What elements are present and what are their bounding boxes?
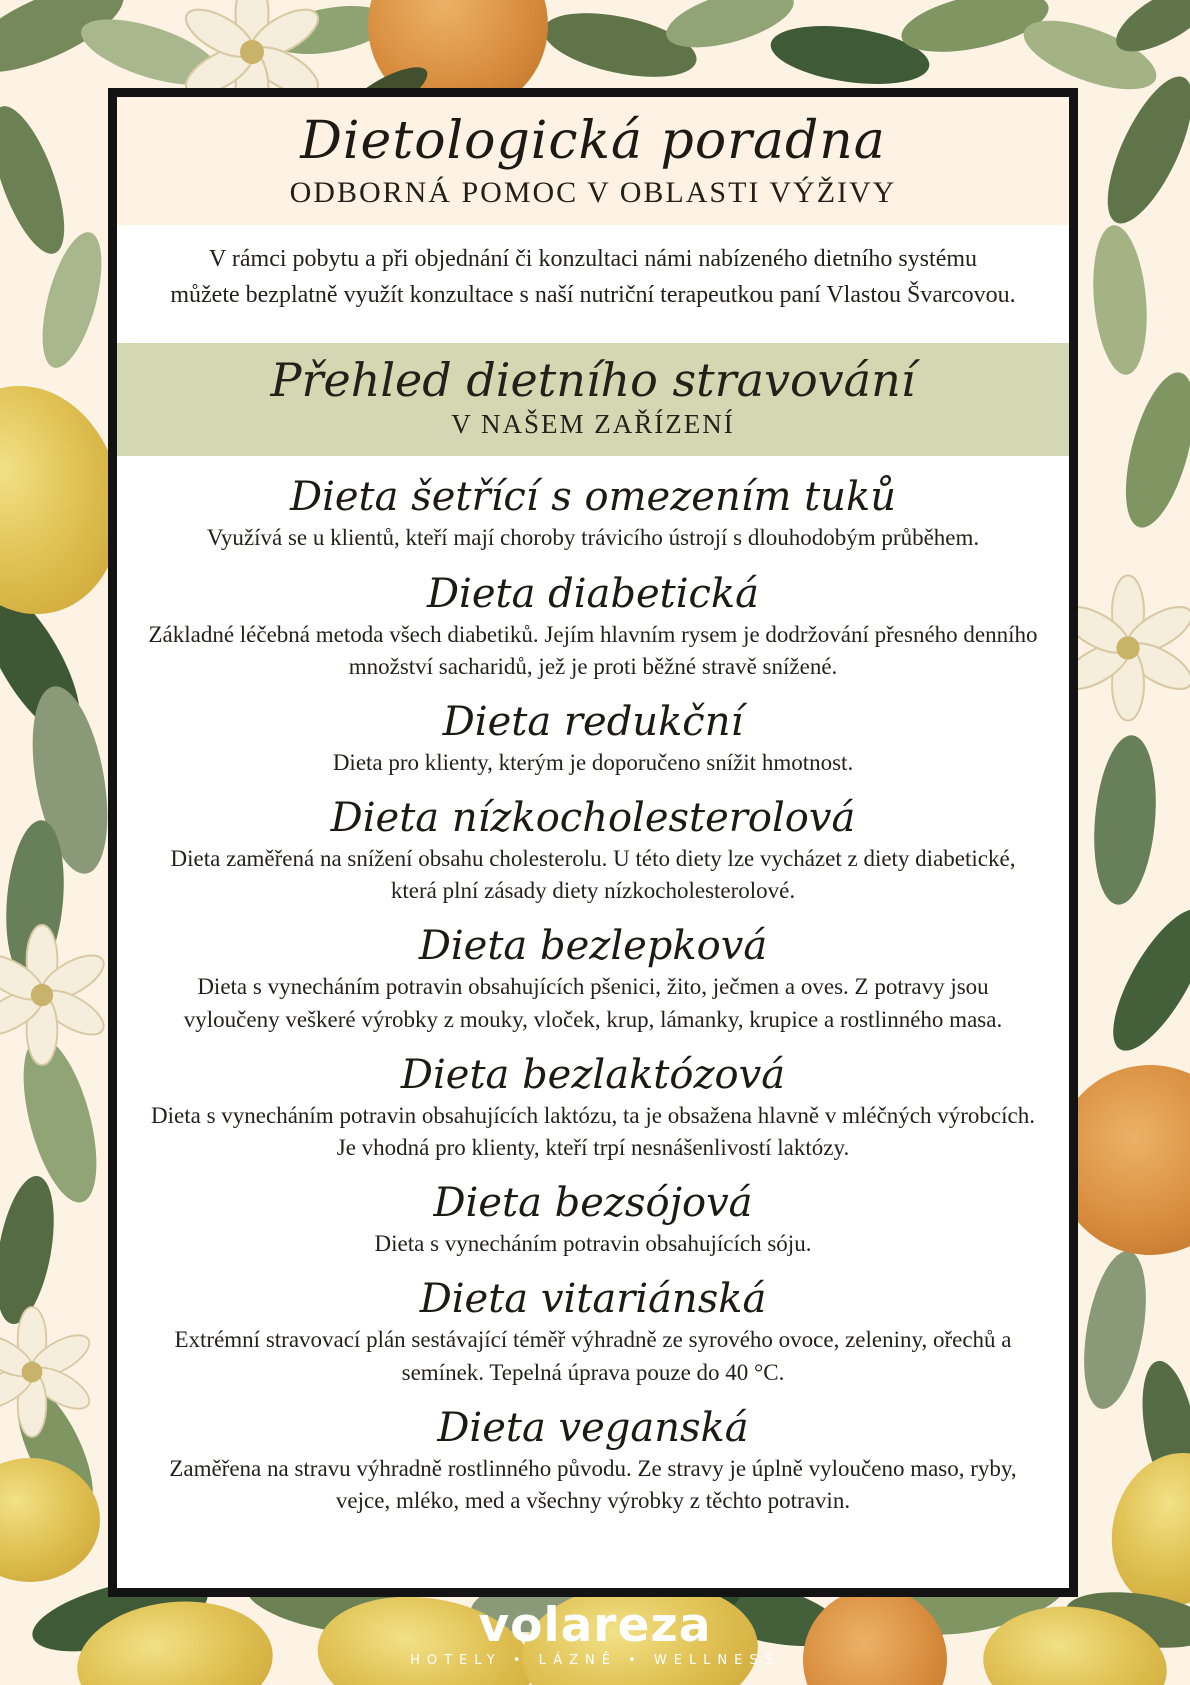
diet-section [117,474,1069,554]
watercolor-leaves-right [1074,66,1190,1504]
diet-section-heading: Dieta redukční [442,698,744,745]
banner-subtitle: V NAŠEM ZAŘÍZENÍ [451,409,735,440]
intro-line-1: V rámci pobytu a při objednání či konzultaci námi nabízeného dietního systému [208,245,978,272]
banner-title: Přehled dietního stravování [270,352,916,407]
diet-section-body: Dieta s vynecháním potravin obsahujících pšenici, žito, ječmen a oves. Z potravy jsou vyloučeny veškeré výrobky z mouky, vloček, krup, lámanky, krupice a rostlinného masa. [183,974,1003,1032]
brand-tagline: HOTELY • LÁZNĚ • WELLNESS [410,1653,780,1668]
diet-sections [117,456,1069,1517]
diet-section-heading: Dieta bezlepková [418,923,768,970]
diet-section [117,1180,1069,1260]
page-subtitle: ODBORNÁ POMOC V OBLASTI VÝŽIVY [289,176,897,210]
diet-section-body: Dieta zaměřená na snížení obsahu cholesterolu. U této diety lze vycházet z diety diabetické, která plní zásady diety nízkocholesterolové. [170,846,1016,904]
diet-section-body: Dieta s vynecháním potravin obsahujících sóju. [374,1231,812,1257]
intro-paragraph [140,241,1046,313]
diet-section-heading: Dieta šetřící s omezením tuků [290,474,896,521]
diet-section-body: Využívá se u klientů, kteří mají choroby trávicího ústrojí s dlouhodobým průběhem. [206,525,980,551]
diet-section-heading: Dieta nízkocholesterolová [330,795,856,842]
diet-section-body: Zaměřena na stravu výhradně rostlinného původu. Ze stravy je úplně vyloučeno maso, ryby, vejce, mléko, med a všechny výrobky z těchto potravin. [169,1455,1017,1513]
diet-section [117,795,1069,907]
diet-section-heading: Dieta veganská [437,1404,749,1451]
diet-section-heading: Dieta bezlaktózová [400,1051,786,1098]
brand-name: volareza [478,1598,712,1653]
diet-section-heading: Dieta vitariánská [419,1276,767,1323]
diet-section [117,1405,1069,1517]
overview-banner [117,343,1069,457]
diet-section-heading: Dieta bezsójová [433,1180,753,1227]
diet-section-body: Dieta s vynecháním potravin obsahujících laktózu, ta je obsažena hlavně v mléčných výrobcích. Je vhodná pro klienty, kteří trpí nesnášenlivostí laktózy. [151,1102,1035,1161]
page-title: Dietologická poradna [300,111,886,171]
diet-section [117,571,1069,683]
header-band [117,97,1069,225]
diet-section-body: Základné léčebná metoda všech diabetiků. Jejím hlavním rysem je dodržování přesného denního množství sacharidů, jež je proti běžné stravě snížené. [148,621,1038,679]
diet-section [117,923,1069,1035]
intro-line-2: můžete bezplatně využít konzultace s naší nutriční terapeutkou paní Vlastou Švarcovou. [170,281,1016,308]
diet-section-heading: Dieta diabetická [426,570,760,617]
brand-logo [0,1598,1190,1668]
diet-section [117,699,1069,779]
diet-section-body: Dieta pro klienty, kterým je doporučeno snížit hmotnost. [332,749,854,775]
watercolor-leaves-left [0,98,120,1525]
diet-section-body: Extrémní stravovací plán sestávající téměř výhradně ze syrového ovoce, zeleniny, ořechů a semínek. Tepelná úprava pouze do 40 °C. [174,1327,1012,1385]
menu-card [108,88,1078,1597]
diet-section [117,1052,1069,1164]
diet-section [117,1276,1069,1388]
